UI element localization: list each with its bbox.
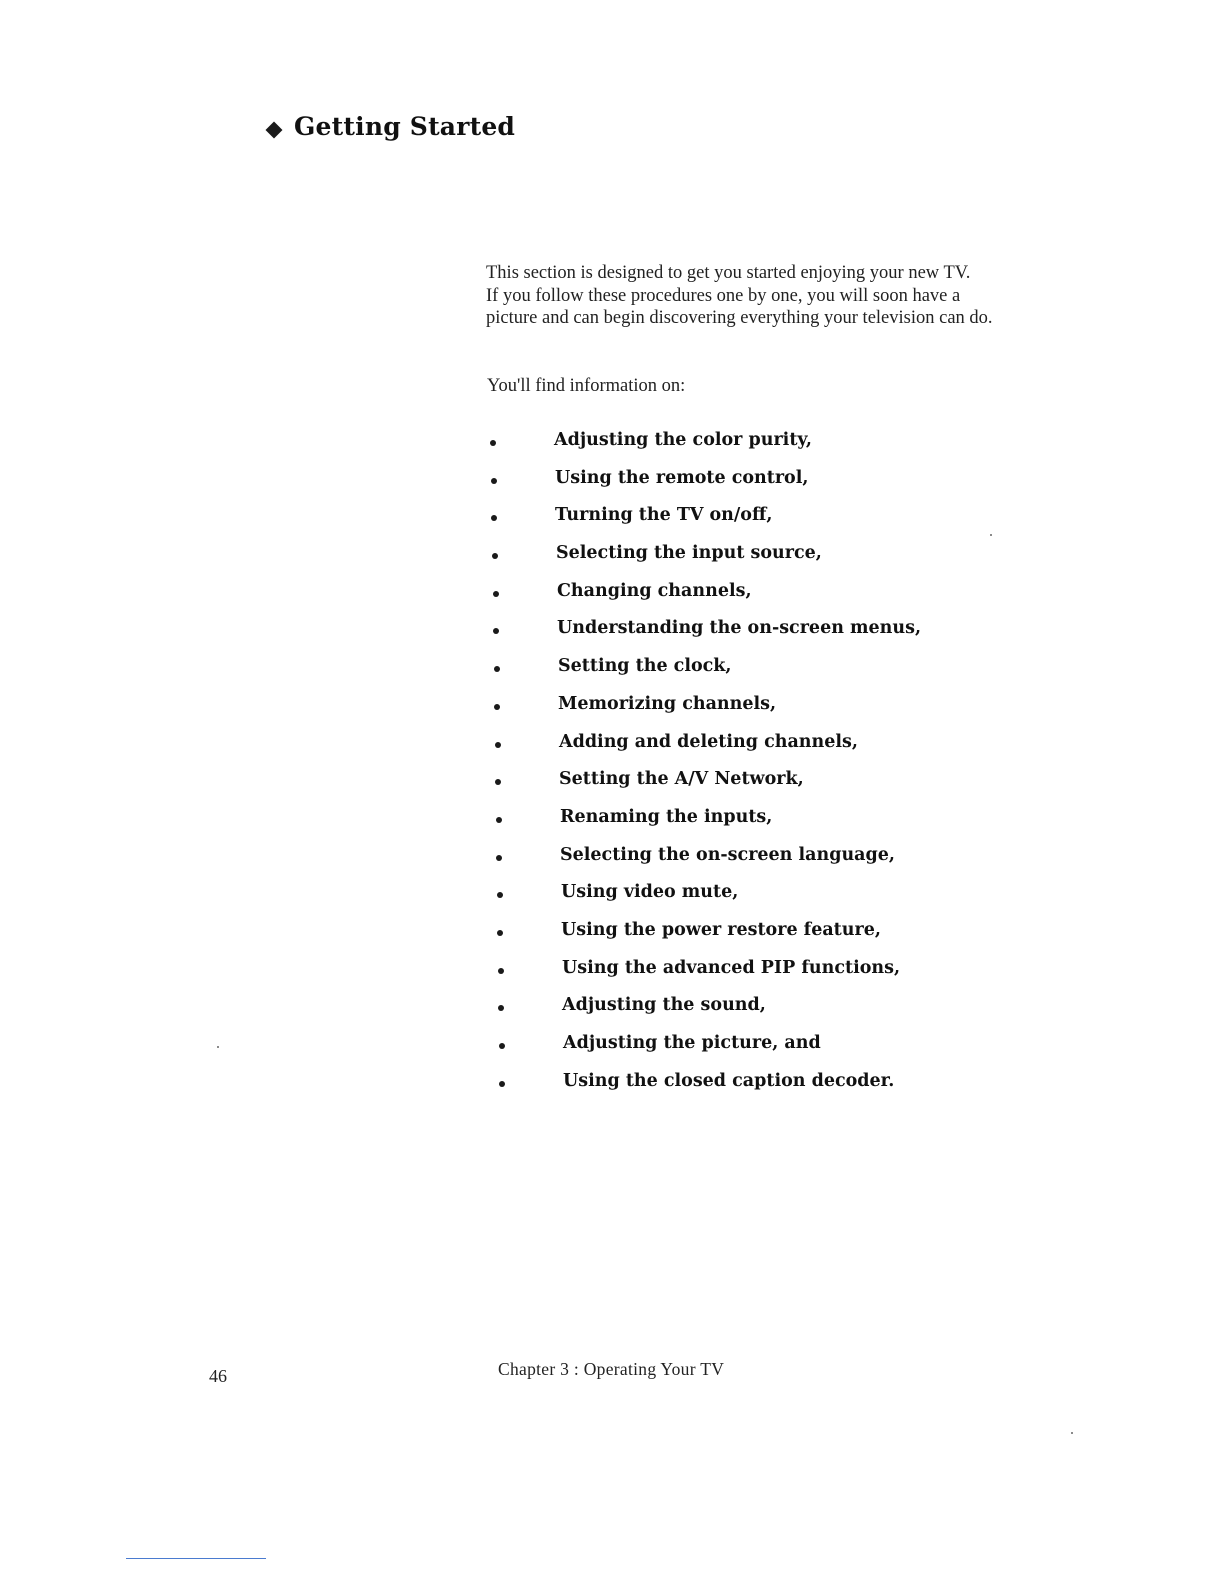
list-item [493,618,921,656]
bullet-icon [493,591,499,597]
scan-speck [1071,1432,1073,1434]
bullet-icon [497,930,503,936]
topic-label: Using the closed caption decoder. [563,1070,895,1091]
list-item [494,694,922,732]
diamond-bullet-icon [266,121,283,138]
bullet-icon [493,628,499,634]
bullet-icon [496,855,502,861]
intro-line: If you follow these procedures one by one, you will soon have a [486,285,961,306]
topic-label: Turning the TV on/off, [555,505,773,526]
topic-label: Adjusting the picture, and [563,1033,821,1053]
topic-label: Changing channels, [557,580,752,601]
topic-label: Selecting the input source, [556,543,822,564]
topic-label: Using the power restore feature, [561,919,881,940]
topic-label: Setting the A/V Network, [559,769,804,790]
list-item [495,769,923,807]
bullet-icon [491,515,497,521]
list-item [495,732,923,770]
bullet-icon [499,1081,505,1087]
bullet-icon [495,742,501,748]
scan-speck [990,534,992,536]
list-item [498,958,926,996]
topic-label: Setting the clock, [558,656,732,677]
list-item [494,656,922,694]
topics-list [490,430,922,1108]
chapter-footer: Chapter 3 : Operating Your TV [498,1359,725,1379]
topic-label: Using the advanced PIP functions, [562,957,901,978]
topic-label: Renaming the inputs, [560,806,773,827]
section-heading [268,112,515,141]
list-item [496,807,924,845]
list-item [492,543,920,581]
scan-rule-line [126,1558,266,1559]
list-item [491,505,919,543]
section-title: Getting Started [294,112,516,141]
bullet-icon [498,1005,504,1011]
list-item [497,920,925,958]
topics-lead-text: You'll find information on: [487,376,686,396]
topic-label: Adding and deleting channels, [559,731,858,752]
bullet-icon [497,892,503,898]
intro-line: This section is designed to get you started enjoying your new TV. [486,263,971,283]
list-item [496,845,924,883]
bullet-icon [494,666,500,672]
topic-label: Using video mute, [561,882,739,903]
scan-speck [217,1046,219,1048]
list-item [499,1033,927,1071]
bullet-icon [499,1043,505,1049]
intro-paragraph [486,262,1086,330]
list-item [498,995,926,1033]
topic-label: Using the remote control, [555,467,809,488]
topic-label: Adjusting the sound, [562,995,766,1016]
bullet-icon [495,779,501,785]
bullet-icon [498,968,504,974]
list-item [491,468,919,506]
bullet-icon [490,440,496,446]
list-item [490,430,918,468]
list-item [493,581,921,619]
topic-label: Adjusting the color purity, [554,430,812,450]
page-number: 46 [209,1366,227,1386]
list-item [497,882,925,920]
bullet-icon [494,704,500,710]
list-item [499,1071,927,1109]
bullet-icon [492,553,498,559]
topic-label: Memorizing channels, [558,693,777,714]
topic-label: Selecting the on-screen language, [560,844,895,865]
bullet-icon [496,817,502,823]
intro-line: picture and can begin discovering everything your television can do. [486,308,993,328]
bullet-icon [491,478,497,484]
topic-label: Understanding the on-screen menus, [557,618,922,639]
